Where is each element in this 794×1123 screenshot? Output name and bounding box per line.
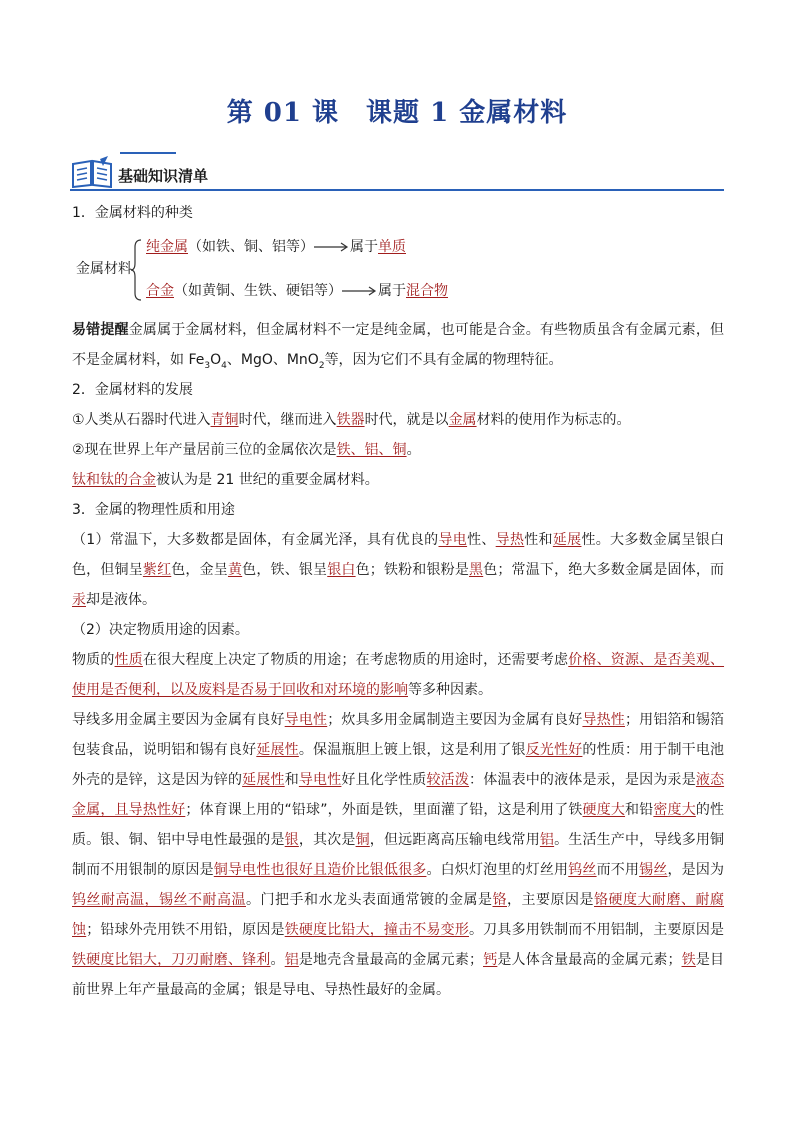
arrow-icon: [342, 286, 378, 296]
arrow-icon: [314, 242, 350, 252]
diagram-row-alloy: 合金（如黄铜、生铁、硬铝等） 属于混合物: [146, 283, 448, 299]
detail-paragraph: 导线多用金属主要因为金属有良好导电性；炊具多用金属制造主要因为金属有良好导热性；用铝箔和锡箔包装食品，说明铝和锡有良好延展性。保温瓶胆上镀上银，这是利用了银反光性好的性质：用于制干电池外壳的是锌，这是因为锌的延展性和导电性好且化学性质较活泼：体温表中的液体是汞，是因为汞是液态金属，且导热性好；体育课上用的“铅球”，外面是铁，里面灌了铅，这是利用了铁硬度大和铅密度大的性质。银、铜、铝中导电性最强的是银，其次是铜，但远距离高压输电线常用铝。生活生产中，导线多用铜制而不用银制的原因是铜导电性也很好且造价比银低很多。白炽灯泡里的灯丝用钨丝而不用锡丝，是因为钨丝耐高温，锡丝不耐高温。门把手和水龙头表面通常镀的金属是铬，主要原因是铬硬度大耐磨、耐腐蚀；铅球外壳用铁不用铅，原因是铁硬度比铅大，撞击不易变形。刀具多用铁制而不用铝制，主要原因是铁硬度比铝大，刀刃耐磨、锋利。铝是地壳含量最高的金属元素；钙是人体含量最高的金属元素；铁是目前世界上年产量最高的金属；银是导电、导热性最好的金属。: [72, 712, 725, 998]
classification-diagram: [72, 233, 724, 305]
subheading-2: （2）决定物质用途的因素。: [72, 622, 249, 638]
page-title: 第 01 课 课题 1 金属材料: [226, 98, 568, 128]
diagram-row-pure: 纯金属（如铁、铜、铝等） 属于单质: [146, 239, 406, 255]
header-rule-bottom: [70, 189, 724, 191]
section-header: [70, 152, 724, 192]
brace-icon: [130, 239, 142, 301]
header-rule-top: [120, 152, 176, 154]
heading-1: 1．金属材料的种类: [72, 205, 193, 221]
use-paragraph: 物质的性质在很大程度上决定了物质的用途；在考虑物质的用途时，还需要考虑价格、资源、是否美观、使用是否便利，以及废料是否易于回收和对环境的影响等多种因素。: [72, 652, 725, 698]
dev-line-3: 钛和钛的合金被认为是 21 世纪的重要金属材料。: [72, 472, 379, 488]
diagram-root: 金属材料: [76, 261, 132, 277]
phys-paragraph: （1）常温下，大多数都是固体，有金属光泽，具有优良的导电性、导热性和延展性。大多数金属呈银白色，但铜呈紫红色，金呈黄色，铁、银呈银白色；铁粉和银粉是黑色；常温下，绝大多数金属是固体，而汞却是液体。: [72, 532, 725, 608]
content: [72, 203, 724, 1005]
heading-3: 3．金属的物理性质和用途: [72, 502, 235, 518]
section-label: 基础知识清单: [118, 167, 209, 185]
dev-line-1: ①人类从石器时代进入青铜时代，继而进入铁器时代，就是以金属材料的使用作为标志的。: [72, 412, 631, 428]
heading-2: 2．金属材料的发展: [72, 382, 193, 398]
tip-paragraph: 易错提醒金属属于金属材料，但金属材料不一定是纯金属，也可能是合金。有些物质虽含有金属元素，但不是金属材料，如 $Fe_3O_4$、MgO、MnO$_2$等，因为它们不具有金属的物理特征。: [72, 322, 725, 371]
dev-line-2: ②现在世界上年产量居前三位的金属依次是铁、铝、铜。: [72, 442, 421, 458]
open-book-icon: [70, 156, 114, 188]
